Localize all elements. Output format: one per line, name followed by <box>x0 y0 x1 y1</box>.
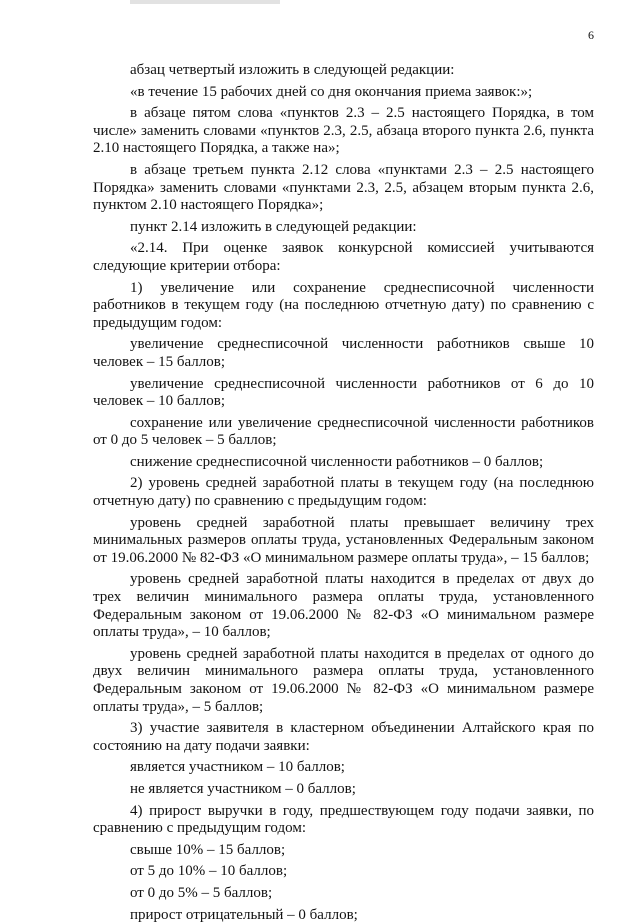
paragraph: «2.14. При оценке заявок конкурсной комиссией учитываются следующие критерии отбора: <box>93 240 594 274</box>
paragraph: «в течение 15 рабочих дней со дня окончания приема заявок:»; <box>130 83 533 100</box>
paragraph: абзац четвертый изложить в следующей редакции: <box>130 62 455 78</box>
header-fragment <box>130 0 280 4</box>
paragraph: является участником – 10 баллов; <box>130 759 345 776</box>
paragraph: сохранение или увеличение среднесписочной численности работников от 0 до 5 человек – 5 баллов; <box>93 414 594 449</box>
paragraph: уровень средней заработной платы превышает величину трех минимальных размеров оплаты труда, установленных Федеральным законом от 19.06.2000 № 82-ФЗ «О минимальном размере оплаты труда», – 15 баллов; <box>93 514 594 566</box>
page-number: 6 <box>588 28 594 42</box>
paragraph: 1) увеличение или сохранение среднесписочной численности работников в текущем году (на последнюю отчетную дату) по сравнению с предыдущим годом: <box>93 279 594 331</box>
document-body <box>93 62 594 924</box>
paragraph: пункт 2.14 изложить в следующей редакции: <box>130 218 417 235</box>
paragraph: от 0 до 5% – 5 баллов; <box>130 884 273 901</box>
paragraph: 4) прирост выручки в году, предшествующем году подачи заявки, по сравнению с предыдущим годом: <box>93 802 594 837</box>
paragraph: прирост отрицательный – 0 баллов; <box>130 906 358 923</box>
paragraph: в абзаце пятом слова «пунктов 2.3 – 2.5 настоящего Порядка, в том числе» заменить словами «пунктов 2.3, 2.5, абзаца второго пункта 2.6, пункта 2.10 настоящего Порядка, а также на»; <box>93 105 594 157</box>
paragraph: 2) уровень средней заработной платы в текущем году (на последнюю отчетную дату) по сравнению с предыдущим годом: <box>93 475 594 510</box>
paragraph: от 5 до 10% – 10 баллов; <box>130 863 288 880</box>
paragraph: снижение среднесписочной численности работников – 0 баллов; <box>130 453 544 470</box>
paragraph: увеличение среднесписочной численности работников от 6 до 10 человек – 10 баллов; <box>93 375 594 410</box>
paragraph: увеличение среднесписочной численности работников свыше 10 человек – 15 баллов; <box>93 336 594 370</box>
paragraph: уровень средней заработной платы находится в пределах от одного до двух величин минимального размера оплаты труда, установленного Федеральным законом от 19.06.2000 № 82-ФЗ «О минимальном размере оплаты труда», – 5 баллов; <box>93 645 594 715</box>
paragraph: в абзаце третьем пункта 2.12 слова «пунктами 2.3 – 2.5 настоящего Порядка» заменить словами «пунктами 2.3, 2.5, абзацем вторым пункта 2.6, пунктом 2.10 настоящего Порядка»; <box>93 161 594 214</box>
paragraph: 3) участие заявителя в кластерном объединении Алтайского края по состоянию на дату подачи заявки: <box>93 720 594 754</box>
paragraph: не является участником – 0 баллов; <box>130 780 356 797</box>
paragraph: свыше 10% – 15 баллов; <box>130 841 286 858</box>
paragraph: уровень средней заработной платы находится в пределах от двух до трех величин минимального размера оплаты труда, установленного Федеральным законом от 19.06.2000 № 82-ФЗ «О минимальном размере оплаты труда», – 10 баллов; <box>93 571 594 641</box>
